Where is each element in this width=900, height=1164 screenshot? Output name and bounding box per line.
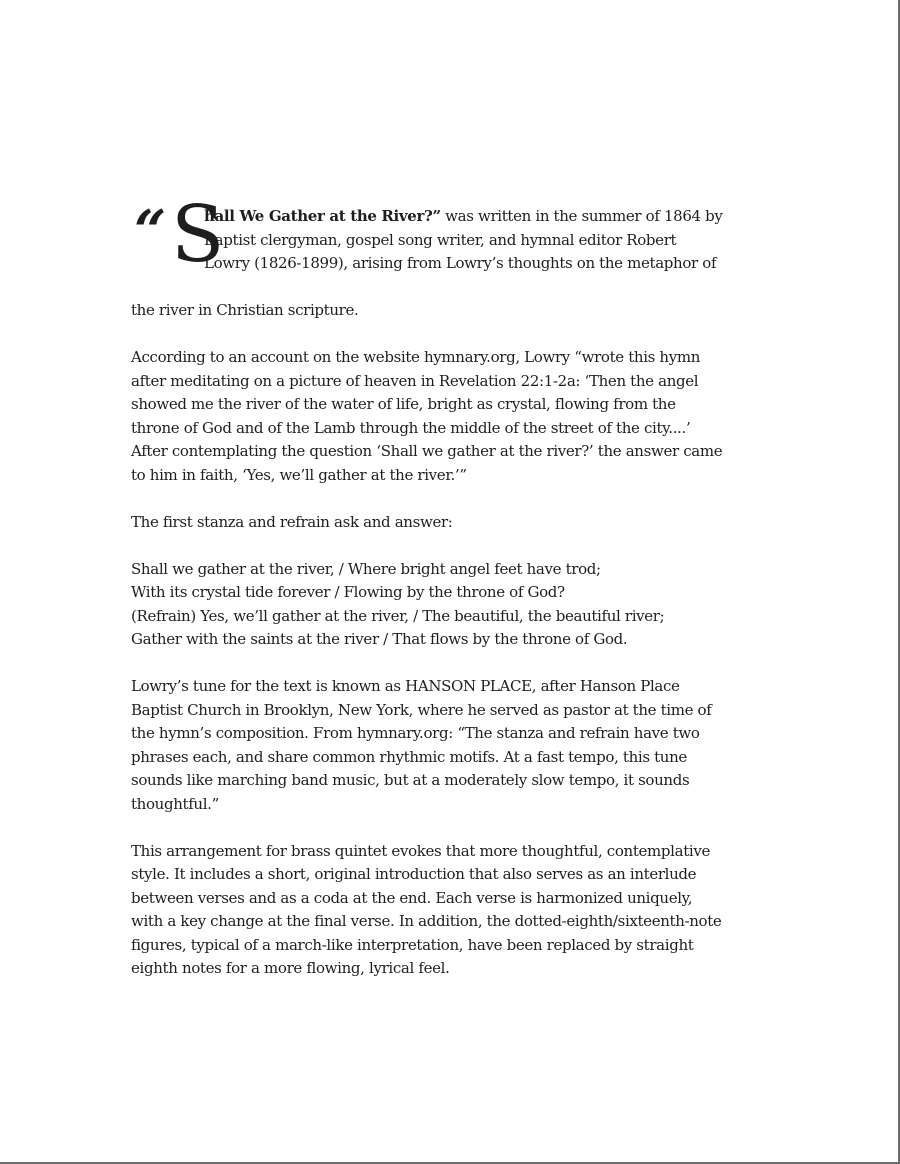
intro-paragraph [131, 190, 767, 280]
hymn-title: hall We Gather at the River?” [204, 207, 441, 225]
account-paragraph [131, 346, 767, 487]
stanza-paragraph [131, 558, 767, 652]
intro-line-1 [204, 205, 723, 229]
account-line: after meditating on a picture of heaven in Revelation 22:1-2a: ‘Then the angel [131, 371, 699, 390]
account-line: showed me the river of the water of life, bright as crystal, flowing from the [131, 395, 676, 413]
stanza-line: Shall we gather at the river, / Where bright angel feet have trod; [131, 559, 601, 578]
arrangement-line: between verses and as a coda at the end. Each verse is harmonized uniquely, [131, 888, 693, 907]
arrangement-line: style. It includes a short, original introduction that also serves as an interlude [131, 865, 697, 883]
intro-line-3: Lowry (1826-1899), arising from Lowry’s thoughts on the metaphor of [204, 254, 717, 272]
arrangement-line: with a key change at the final verse. In addition, the dotted-eighth/sixteenth-note [131, 912, 722, 930]
account-line: After contemplating the question ‘Shall we gather at the river?’ the answer came [131, 442, 723, 460]
stanza-line: Gather with the saints at the river / That flows by the throne of God. [131, 630, 628, 648]
intro-line-1-rest: was written in the summer of 1864 by [440, 207, 723, 225]
intro-line-2: Baptist clergyman, gospel song writer, and hymnal editor Robert [204, 230, 677, 249]
account-line: to him in faith, ‘Yes, we’ll gather at the river.’” [131, 465, 467, 484]
dropcap-lines [204, 205, 723, 276]
tune-line: Baptist Church in Brooklyn, New York, where he served as pastor at the time of [131, 700, 712, 719]
account-line: throne of God and of the Lamb through the middle of the street of the city....’ [131, 418, 691, 437]
article-body [131, 190, 767, 1004]
stanza-line: With its crystal tide forever / Flowing by the throne of God? [131, 583, 565, 601]
stanza-intro-line: The first stanza and refrain ask and answer: [131, 512, 453, 531]
tune-line: the hymn’s composition. From hymnary.org: “The stanza and refrain have two [131, 724, 700, 742]
tune-line: thoughtful.” [131, 794, 219, 813]
tune-line: phrases each, and share common rhythmic motifs. At a fast tempo, this tune [131, 747, 687, 766]
arrangement-line: This arrangement for brass quintet evokes that more thoughtful, contemplative [131, 841, 710, 860]
intro-continuation [131, 299, 767, 323]
arrangement-line: figures, typical of a march-like interpretation, have been replaced by straight [131, 935, 694, 954]
dropcap-quote-mark: “ [134, 198, 163, 264]
tune-paragraph [131, 675, 767, 816]
account-line: According to an account on the website hymnary.org, Lowry “wrote this hymn [131, 348, 701, 366]
stanza-intro-paragraph [131, 511, 767, 535]
arrangement-line: eighth notes for a more flowing, lyrical feel. [131, 959, 450, 977]
tune-line: sounds like marching band music, but at a moderately slow tempo, it sounds [131, 771, 690, 789]
tune-line: Lowry’s tune for the text is known as HANSON PLACE, after Hanson Place [131, 677, 680, 695]
stanza-line: (Refrain) Yes, we’ll gather at the river, / The beautiful, the beautiful river; [131, 606, 665, 625]
dropcap-letter: S [171, 190, 225, 280]
intro-line-4: the river in Christian scripture. [131, 301, 359, 319]
arrangement-paragraph [131, 840, 767, 981]
